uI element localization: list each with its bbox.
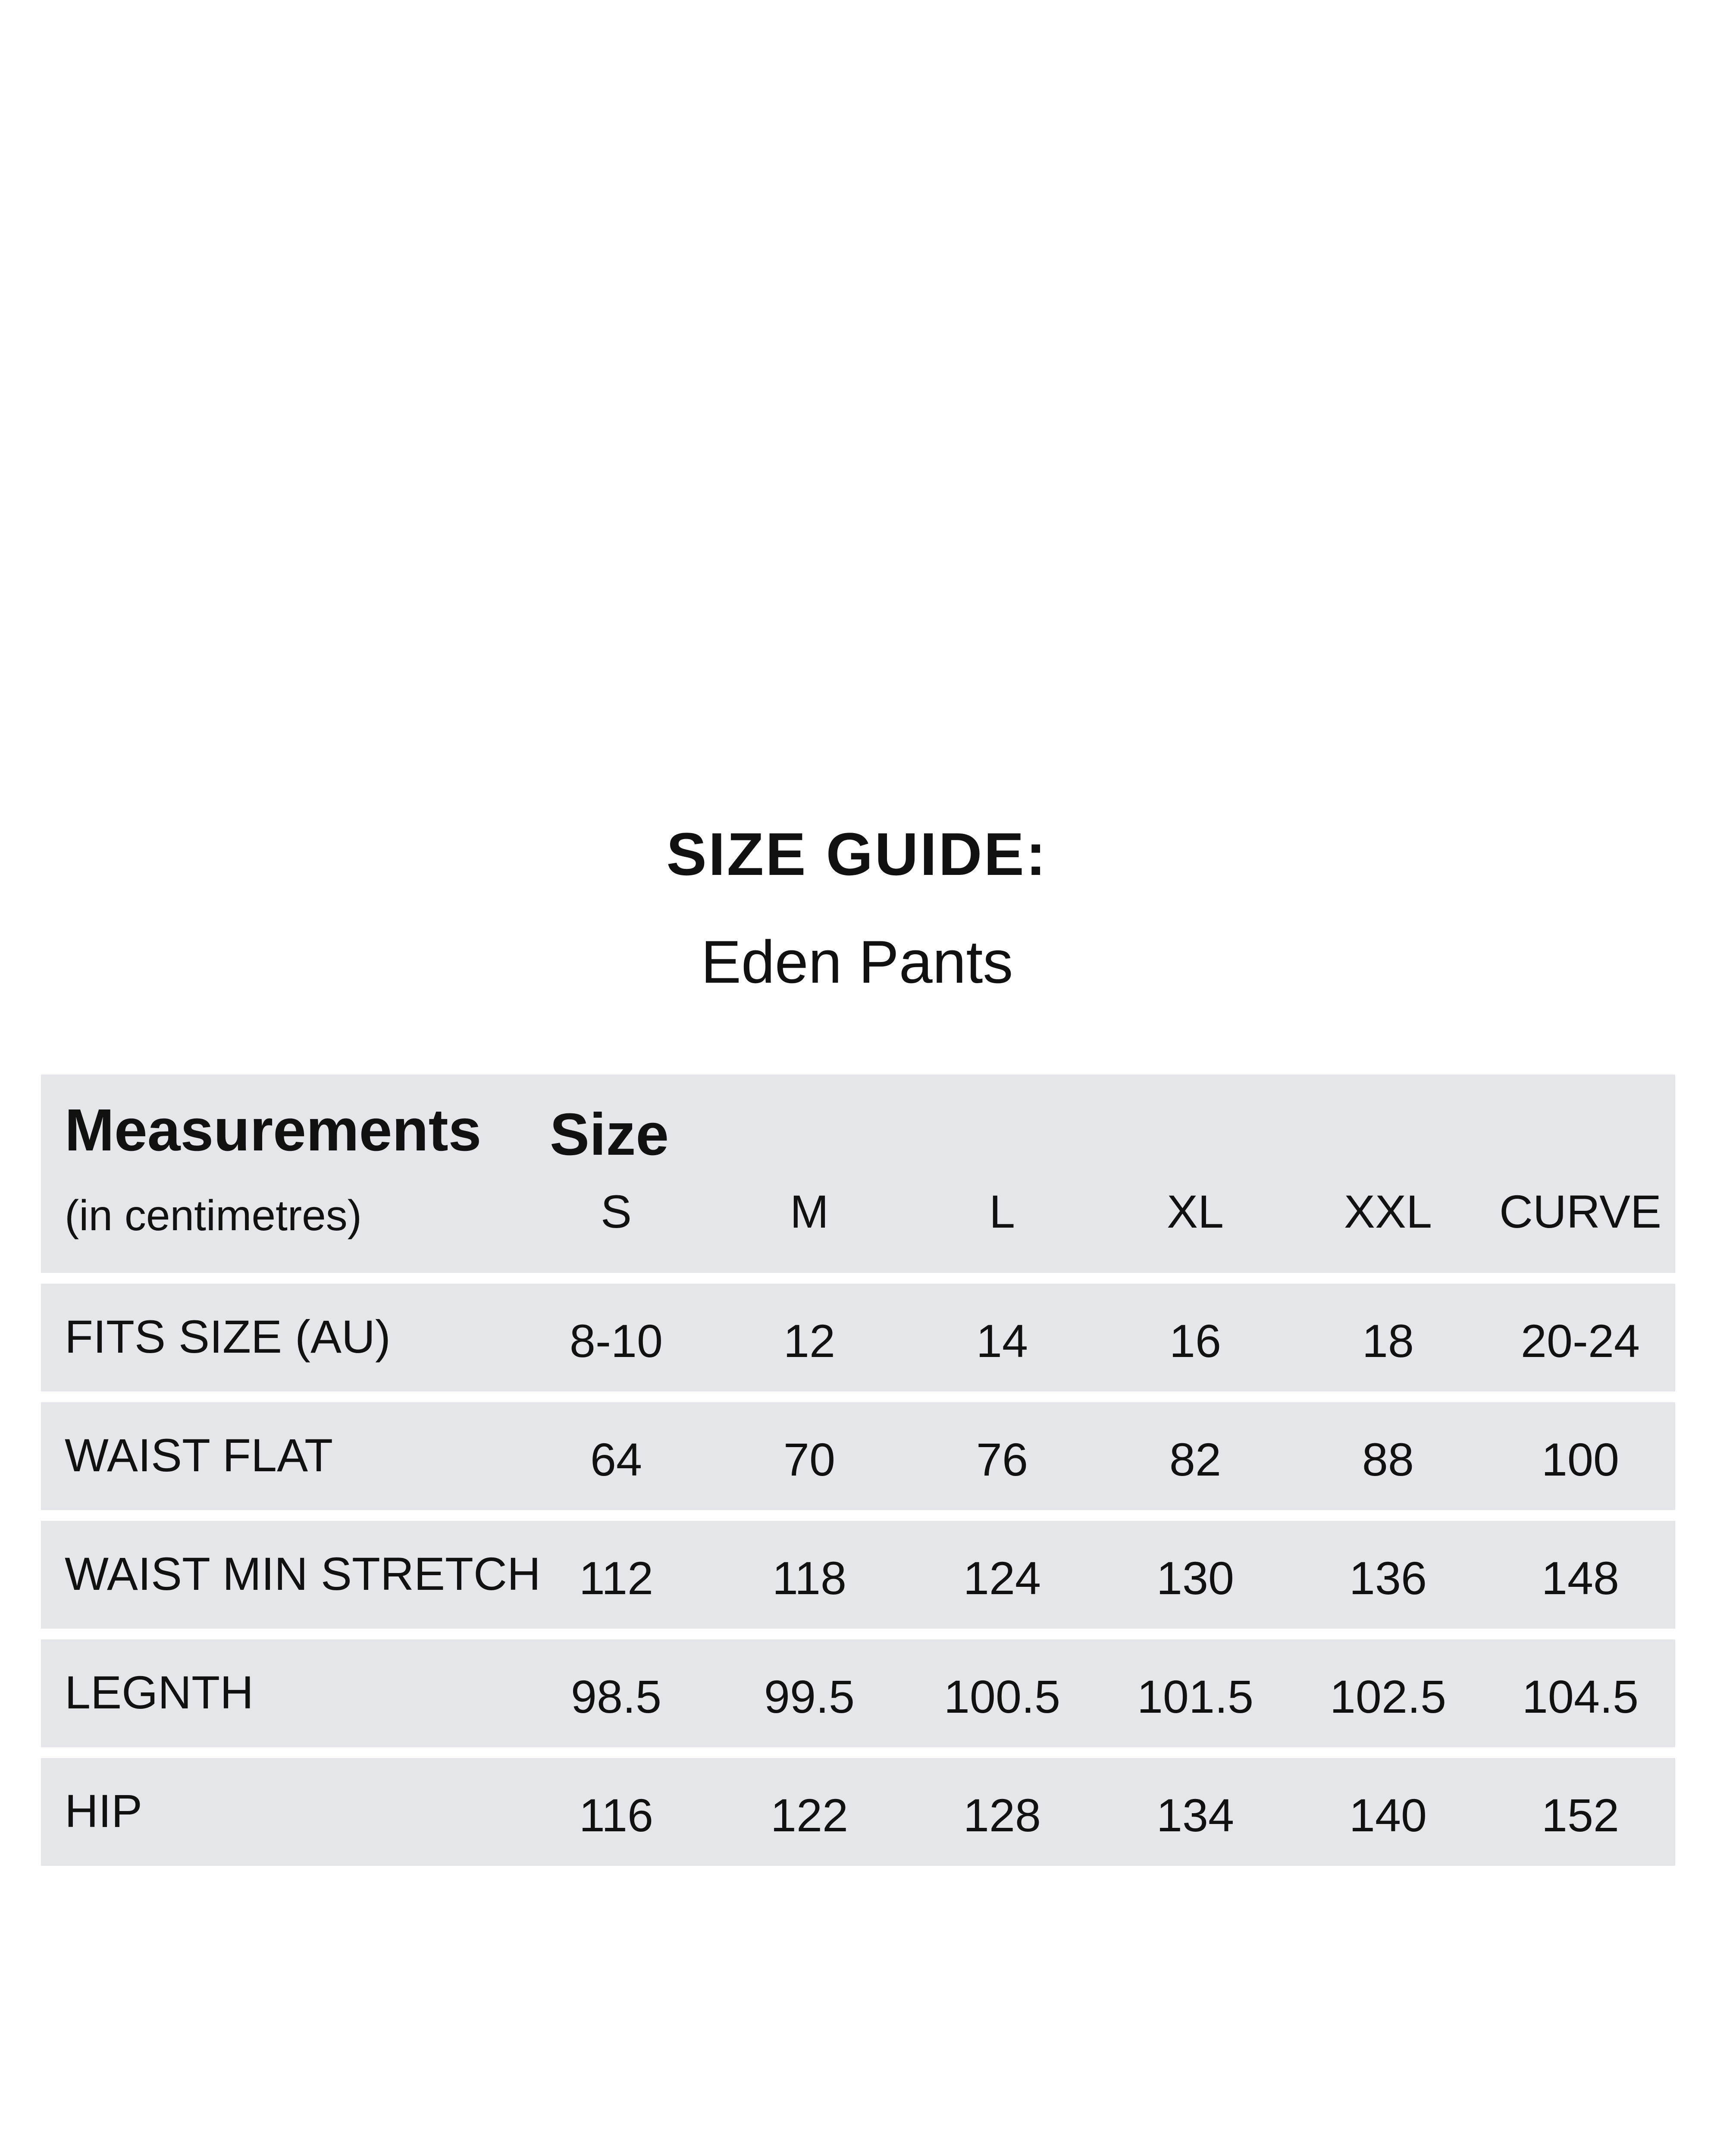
table-cell: 116 [579,1789,654,1841]
table-row [41,1402,1675,1510]
size-col-m: M [790,1185,829,1238]
table-cell: 102.5 [1329,1670,1447,1723]
size-table [41,1075,1675,1877]
table-cell: 99.5 [764,1670,855,1723]
table-cell: 104.5 [1522,1670,1639,1723]
table-cell: 134 [1156,1789,1235,1841]
size-col-xxl: XXL [1344,1185,1432,1238]
size-col-curve: CURVE [1499,1185,1662,1238]
table-cell: 64 [590,1433,642,1485]
table-row [41,1639,1675,1747]
measurements-unit: (in centimetres) [65,1191,362,1240]
table-cell: 100 [1541,1433,1620,1485]
table-cell: 20-24 [1520,1315,1640,1367]
table-cell: 101.5 [1137,1670,1254,1723]
table-cell: 82 [1169,1433,1222,1485]
table-cell: 12 [783,1315,836,1367]
size-col-s: S [600,1185,632,1238]
size-col-xl: XL [1166,1185,1224,1238]
measurements-heading: Measurements [65,1097,482,1163]
table-cell: 128 [963,1789,1041,1841]
table-cell: 70 [783,1433,836,1485]
table-cell: 136 [1349,1552,1427,1604]
table-cell: 18 [1362,1315,1414,1367]
table-cell: 122 [770,1789,849,1841]
row-label: HIP [65,1785,143,1837]
row-label: WAIST FLAT [65,1429,333,1481]
table-cell: 100.5 [943,1670,1061,1723]
table-header-row [41,1075,1675,1273]
table-cell: 140 [1349,1789,1427,1841]
table-cell: 98.5 [570,1670,662,1723]
table-cell: 112 [579,1552,654,1604]
size-col-l: L [989,1185,1015,1238]
table-cell: 76 [976,1433,1028,1485]
table-cell: 130 [1156,1552,1235,1604]
product-name: Eden Pants [701,928,1013,996]
row-label: FITS SIZE (AU) [65,1310,391,1363]
row-label: LEGNTH [65,1666,254,1718]
row-label: WAIST MIN STRETCH [65,1548,541,1600]
page-title: SIZE GUIDE: [666,820,1048,888]
table-cell: 88 [1362,1433,1414,1485]
table-cell: 124 [963,1552,1041,1604]
table-row [41,1521,1675,1629]
table-cell: 14 [976,1315,1028,1367]
size-heading: Size [550,1101,669,1168]
table-cell: 118 [772,1552,847,1604]
table-cell: 8-10 [569,1315,663,1367]
table-row [41,1284,1675,1391]
table-cell: 152 [1541,1789,1620,1841]
table-row [41,1758,1675,1866]
table-cell: 16 [1169,1315,1222,1367]
table-cell: 148 [1541,1552,1620,1604]
